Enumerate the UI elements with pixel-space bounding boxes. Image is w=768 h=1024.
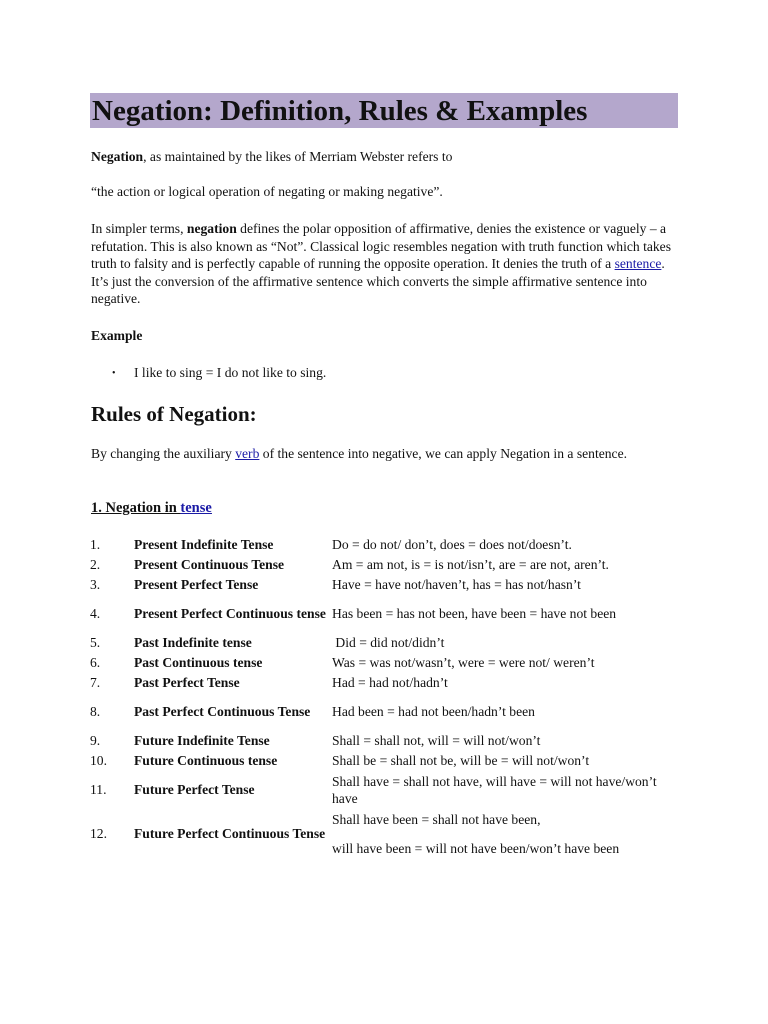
row-number: 2. (90, 557, 101, 573)
table-row (88, 673, 662, 693)
row-number: 6. (90, 655, 101, 671)
simpler-text-2: defines the polar opposition of affirmative, denies the existence or vaguely – a refutation. This is also known as “Not”. Classical logic resembles negation with truth function which takes truth to falsity and is perfectly capable of running the opposite operation. It denies the truth of a (91, 221, 672, 271)
negation-rule: Had = had not/hadn’t (332, 675, 448, 691)
table-row (88, 731, 662, 751)
negation-rule: Shall = shall not, will = will not/won’t (332, 733, 541, 749)
negation-rule: Do = do not/ don’t, does = does not/doesn’t. (332, 537, 572, 553)
table-row (88, 693, 662, 731)
row-number: 7. (90, 675, 101, 691)
row-number: 10. (90, 753, 107, 769)
title-banner (90, 93, 678, 128)
negation-rule (332, 809, 662, 859)
negation-rule: Had been = had not been/hadn’t been (332, 704, 535, 720)
table-row (88, 653, 662, 673)
negation-rule: Did = did not/didn’t (332, 635, 445, 651)
example-item-text: I like to sing = I do not like to sing. (134, 365, 327, 380)
table-row (88, 633, 662, 653)
row-number: 11. (90, 782, 107, 798)
negation-rule: Am = am not, is = is not/isn’t, are = are not, aren’t. (332, 557, 609, 573)
table-row (88, 595, 662, 633)
intro-term: Negation (91, 149, 144, 164)
row-number: 12. (90, 826, 107, 842)
table-row (88, 771, 662, 809)
tense-name: Present Perfect Continuous tense (134, 606, 326, 622)
intro-text: , as maintained by the likes of Merriam Webster refers to (143, 149, 453, 164)
sentence-link[interactable]: sentence (614, 256, 662, 271)
tense-negation-table (88, 535, 662, 859)
example-list-item (112, 364, 326, 383)
rules-heading: Rules of Negation: (91, 402, 257, 426)
simpler-term: negation (186, 221, 237, 236)
tense-name: Present Continuous Tense (134, 557, 285, 573)
simpler-text-1: In simpler terms, (91, 221, 187, 236)
rules-intro-paragraph (91, 445, 651, 463)
tense-name: Future Perfect Tense (134, 782, 255, 798)
rules-intro-text-1: By changing the auxiliary (91, 446, 236, 461)
verb-link[interactable]: verb (235, 446, 260, 461)
intro-paragraph (91, 148, 691, 166)
bullet-icon: • (112, 368, 116, 380)
row-number: 1. (90, 537, 101, 553)
tense-name: Past Indefinite tense (134, 635, 252, 651)
table-row (88, 751, 662, 771)
negation-rule: Has been = has not been, have been = have not been (332, 606, 617, 622)
negation-rule-line-1: Shall have been = shall not have been, (332, 811, 541, 827)
tense-name: Future Indefinite Tense (134, 733, 270, 749)
row-number: 9. (90, 733, 101, 749)
definition-quote: “the action or logical operation of negating or making negative”. (91, 184, 443, 199)
table-row (88, 809, 662, 859)
rules-intro-text-2: of the sentence into negative, we can apply Negation in a sentence. (259, 446, 628, 461)
section-heading-tense (91, 499, 212, 517)
simpler-terms-paragraph (91, 220, 683, 308)
tense-name: Future Continuous tense (134, 753, 278, 769)
tense-name: Past Perfect Tense (134, 675, 240, 691)
negation-rule: Was = was not/wasn’t, were = were not/ weren’t (332, 655, 595, 671)
table-row (88, 535, 662, 555)
tense-name: Future Perfect Continuous Tense (134, 826, 326, 842)
tense-link[interactable]: tense (180, 500, 212, 516)
table-row (88, 555, 662, 575)
row-number: 4. (90, 606, 101, 622)
section-heading-prefix: 1. Negation in (91, 500, 181, 516)
negation-rule-line-2: will have been = will not have been/won’t have been (332, 841, 620, 856)
page-title: Negation: Definition, Rules & Examples (92, 95, 588, 127)
tense-name: Past Perfect Continuous Tense (134, 704, 311, 720)
tense-name: Present Indefinite Tense (134, 537, 274, 553)
tense-name: Past Continuous tense (134, 655, 263, 671)
row-number: 3. (90, 577, 101, 593)
negation-rule: Have = have not/haven’t, has = has not/hasn’t (332, 577, 581, 593)
negation-rule: Shall have = shall not have, will have = will not have/won’t have (332, 773, 657, 806)
example-heading (91, 327, 691, 345)
row-number: 5. (90, 635, 101, 651)
negation-rule: Shall be = shall not be, will be = will not/won’t (332, 753, 590, 769)
row-number: 8. (90, 704, 101, 720)
simpler-text-3: . It’s just the conversion of the affirmative sentence which converts the simple affirmative sentence into negative. (91, 256, 665, 306)
tense-name: Present Perfect Tense (134, 577, 259, 593)
table-row (88, 575, 662, 595)
example-heading-text: Example (91, 328, 143, 343)
